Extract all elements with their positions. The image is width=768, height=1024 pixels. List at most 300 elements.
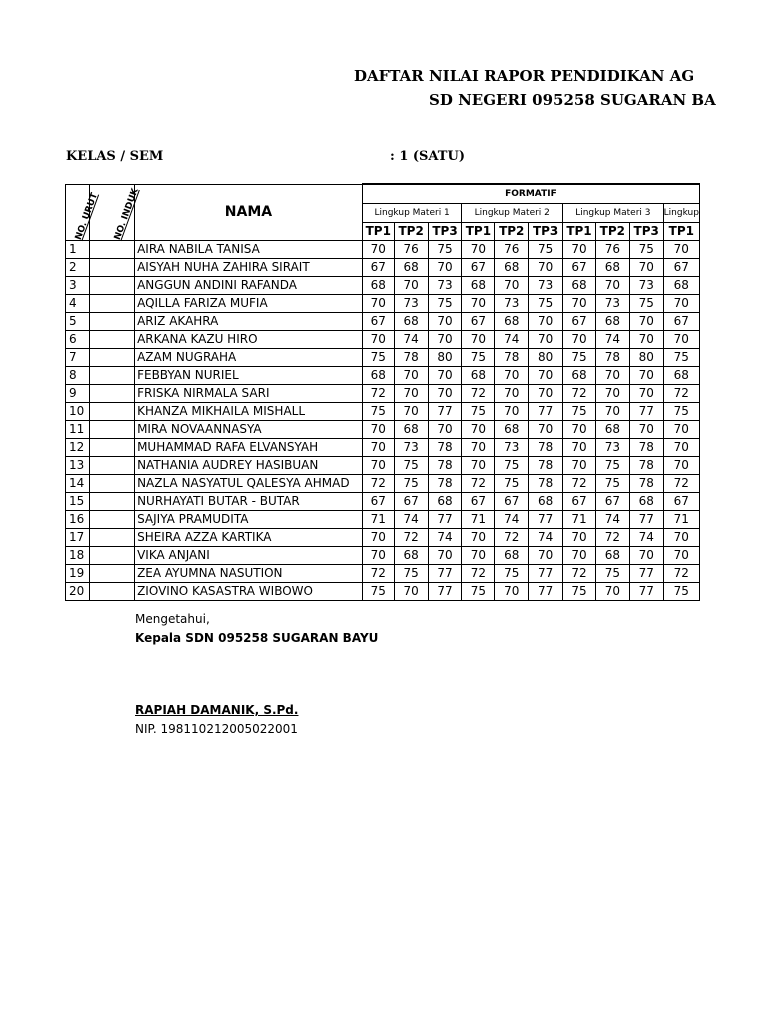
score-cell: 68	[495, 421, 529, 439]
score-cell: 75	[362, 349, 394, 367]
no-induk-cell	[89, 439, 134, 457]
score-cell: 75	[529, 295, 563, 313]
student-name: NURHAYATI BUTAR - BUTAR	[135, 493, 363, 511]
score-cell: 72	[362, 475, 394, 493]
score-cell: 68	[462, 367, 495, 385]
score-cell: 68	[362, 277, 394, 295]
score-cell: 78	[428, 475, 462, 493]
score-cell: 67	[362, 259, 394, 277]
score-cell: 70	[462, 241, 495, 259]
score-cell: 75	[595, 457, 629, 475]
score-cell: 68	[595, 259, 629, 277]
table-row	[66, 421, 700, 439]
row-number: 9	[66, 385, 90, 403]
student-name: FEBBYAN NURIEL	[135, 367, 363, 385]
score-cell: 74	[629, 529, 663, 547]
score-cell: 74	[394, 511, 428, 529]
no-urut-header	[66, 184, 101, 241]
score-cell: 68	[495, 259, 529, 277]
score-cell: 75	[428, 295, 462, 313]
score-cell: 75	[495, 457, 529, 475]
score-cell: 70	[663, 241, 699, 259]
score-cell: 68	[595, 313, 629, 331]
score-cell: 68	[394, 259, 428, 277]
kepala-sekolah-name: RAPIAH DAMANIK, S.Pd.	[135, 703, 299, 717]
table-row	[66, 511, 700, 529]
score-cell: 68	[563, 277, 596, 295]
score-cell: 70	[595, 277, 629, 295]
score-cell: 70	[663, 421, 699, 439]
no-induk-cell	[89, 295, 134, 313]
score-cell: 72	[563, 475, 596, 493]
student-name: AIRA NABILA TANISA	[135, 241, 363, 259]
no-induk-cell	[89, 331, 134, 349]
score-cell: 70	[563, 241, 596, 259]
kepala-sekolah-title: Kepala SDN 095258 SUGARAN BAYU	[135, 631, 379, 645]
row-number: 19	[66, 565, 90, 583]
student-name: FRISKA NIRMALA SARI	[135, 385, 363, 403]
score-cell: 75	[462, 583, 495, 601]
score-cell: 68	[595, 421, 629, 439]
table-row	[66, 529, 700, 547]
lingkup-materi-header: Lingkup Materi 3	[563, 204, 664, 223]
score-cell: 71	[663, 511, 699, 529]
score-cell: 75	[462, 403, 495, 421]
score-cell: 70	[362, 439, 394, 457]
score-cell: 74	[428, 529, 462, 547]
no-induk-cell	[89, 259, 134, 277]
lingkup-materi-header: Lingkup Materi 1	[362, 204, 462, 223]
score-cell: 70	[394, 403, 428, 421]
score-cell: 77	[428, 565, 462, 583]
score-cell: 74	[495, 331, 529, 349]
score-cell: 70	[362, 529, 394, 547]
score-cell: 75	[428, 241, 462, 259]
score-cell: 77	[629, 583, 663, 601]
no-induk-cell	[89, 349, 134, 367]
table-row	[66, 277, 700, 295]
score-cell: 78	[629, 457, 663, 475]
score-cell: 70	[563, 295, 596, 313]
score-cell: 78	[428, 457, 462, 475]
score-cell: 70	[428, 421, 462, 439]
score-cell: 73	[428, 277, 462, 295]
score-cell: 67	[563, 493, 596, 511]
score-cell: 68	[462, 277, 495, 295]
table-row	[66, 457, 700, 475]
score-cell: 75	[563, 349, 596, 367]
score-cell: 75	[362, 583, 394, 601]
no-induk-cell	[89, 583, 134, 601]
tp-header: TP1	[362, 223, 394, 241]
score-cell: 67	[563, 313, 596, 331]
kelas-label: KELAS / SEM	[66, 149, 164, 164]
row-number: 16	[66, 511, 90, 529]
score-cell: 70	[529, 331, 563, 349]
score-cell: 70	[362, 457, 394, 475]
score-cell: 72	[462, 565, 495, 583]
tp-header: TP2	[394, 223, 428, 241]
row-number: 10	[66, 403, 90, 421]
score-cell: 67	[462, 313, 495, 331]
row-number: 8	[66, 367, 90, 385]
score-cell: 75	[595, 565, 629, 583]
score-cell: 72	[362, 385, 394, 403]
tp-header: TP1	[563, 223, 596, 241]
score-cell: 70	[629, 331, 663, 349]
score-cell: 75	[462, 349, 495, 367]
kelas-value: : 1 (SATU)	[390, 149, 465, 164]
score-cell: 70	[563, 421, 596, 439]
score-cell: 75	[394, 565, 428, 583]
score-cell: 67	[495, 493, 529, 511]
score-cell: 70	[394, 277, 428, 295]
table-row	[66, 493, 700, 511]
score-cell: 71	[462, 511, 495, 529]
score-cell: 70	[629, 421, 663, 439]
student-name: ARIZ AKAHRA	[135, 313, 363, 331]
score-cell: 72	[563, 385, 596, 403]
score-cell: 74	[595, 331, 629, 349]
score-cell: 73	[529, 277, 563, 295]
score-cell: 71	[563, 511, 596, 529]
no-induk-label: NO. INDUK	[112, 186, 141, 241]
row-number: 12	[66, 439, 90, 457]
score-cell: 70	[495, 385, 529, 403]
score-cell: 70	[428, 367, 462, 385]
score-cell: 70	[394, 367, 428, 385]
table-row	[66, 403, 700, 421]
score-cell: 68	[394, 547, 428, 565]
mengetahui-text: Mengetahui,	[135, 612, 210, 626]
student-name: SAJIYA PRAMUDITA	[135, 511, 363, 529]
score-cell: 67	[663, 493, 699, 511]
no-induk-cell	[89, 529, 134, 547]
score-cell: 72	[663, 565, 699, 583]
student-name: AZAM NUGRAHA	[135, 349, 363, 367]
score-cell: 78	[629, 475, 663, 493]
score-cell: 77	[428, 583, 462, 601]
score-cell: 74	[595, 511, 629, 529]
score-cell: 70	[362, 295, 394, 313]
grades-table	[65, 183, 700, 601]
score-cell: 70	[529, 547, 563, 565]
score-cell: 70	[394, 583, 428, 601]
score-cell: 70	[595, 403, 629, 421]
score-cell: 76	[394, 241, 428, 259]
tp-header: TP3	[428, 223, 462, 241]
score-cell: 72	[663, 385, 699, 403]
tp-header: TP1	[462, 223, 495, 241]
score-cell: 77	[529, 511, 563, 529]
score-cell: 75	[495, 475, 529, 493]
score-cell: 68	[529, 493, 563, 511]
table-row	[66, 349, 700, 367]
score-cell: 70	[495, 403, 529, 421]
score-cell: 75	[663, 583, 699, 601]
row-number: 15	[66, 493, 90, 511]
school-name: SD NEGERI 095258 SUGARAN BA	[429, 91, 716, 109]
tp-header: TP2	[495, 223, 529, 241]
no-induk-cell	[89, 565, 134, 583]
table-row	[66, 367, 700, 385]
score-cell: 70	[563, 457, 596, 475]
score-cell: 77	[529, 403, 563, 421]
score-cell: 80	[428, 349, 462, 367]
score-cell: 76	[595, 241, 629, 259]
score-cell: 67	[462, 493, 495, 511]
score-cell: 70	[462, 331, 495, 349]
student-name: ARKANA KAZU HIRO	[135, 331, 363, 349]
score-cell: 72	[495, 529, 529, 547]
score-cell: 70	[495, 583, 529, 601]
score-cell: 78	[495, 349, 529, 367]
row-number: 18	[66, 547, 90, 565]
row-number: 4	[66, 295, 90, 313]
score-cell: 72	[462, 385, 495, 403]
score-cell: 70	[663, 457, 699, 475]
table-row	[66, 241, 700, 259]
score-cell: 70	[462, 547, 495, 565]
no-induk-header	[89, 184, 141, 241]
score-cell: 75	[629, 241, 663, 259]
student-name: AQILLA FARIZA MUFIA	[135, 295, 363, 313]
score-cell: 70	[529, 259, 563, 277]
no-induk-cell	[89, 241, 134, 259]
score-cell: 75	[394, 475, 428, 493]
score-cell: 70	[428, 331, 462, 349]
student-name: VIKA ANJANI	[135, 547, 363, 565]
score-cell: 70	[629, 367, 663, 385]
row-number: 14	[66, 475, 90, 493]
score-cell: 68	[362, 367, 394, 385]
tp-header: TP1	[663, 223, 699, 241]
score-cell: 75	[394, 457, 428, 475]
score-cell: 80	[629, 349, 663, 367]
score-cell: 78	[529, 439, 563, 457]
score-cell: 75	[629, 295, 663, 313]
score-cell: 72	[663, 475, 699, 493]
score-cell: 67	[362, 493, 394, 511]
tp-header: TP3	[629, 223, 663, 241]
row-number: 2	[66, 259, 90, 277]
score-cell: 70	[462, 439, 495, 457]
table-row	[66, 313, 700, 331]
score-cell: 73	[394, 295, 428, 313]
table-row	[66, 475, 700, 493]
no-induk-cell	[89, 457, 134, 475]
score-cell: 70	[362, 241, 394, 259]
table-row	[66, 547, 700, 565]
score-cell: 77	[529, 565, 563, 583]
score-cell: 70	[362, 421, 394, 439]
student-name: NAZLA NASYATUL QALESYA AHMAD	[135, 475, 363, 493]
score-cell: 75	[663, 349, 699, 367]
score-cell: 78	[428, 439, 462, 457]
no-induk-cell	[89, 421, 134, 439]
score-cell: 78	[529, 475, 563, 493]
score-cell: 67	[663, 259, 699, 277]
score-cell: 70	[529, 421, 563, 439]
score-cell: 67	[595, 493, 629, 511]
score-cell: 70	[495, 277, 529, 295]
score-cell: 70	[529, 313, 563, 331]
score-cell: 77	[428, 403, 462, 421]
student-name: ANGGUN ANDINI RAFANDA	[135, 277, 363, 295]
score-cell: 73	[394, 439, 428, 457]
score-cell: 78	[394, 349, 428, 367]
score-cell: 77	[629, 403, 663, 421]
student-name: NATHANIA AUDREY HASIBUAN	[135, 457, 363, 475]
score-cell: 70	[595, 367, 629, 385]
score-cell: 73	[495, 439, 529, 457]
score-cell: 74	[394, 331, 428, 349]
table-row	[66, 439, 700, 457]
score-cell: 70	[663, 295, 699, 313]
score-cell: 78	[529, 457, 563, 475]
score-cell: 70	[462, 295, 495, 313]
score-cell: 70	[595, 385, 629, 403]
score-cell: 72	[595, 529, 629, 547]
score-cell: 68	[663, 277, 699, 295]
score-cell: 68	[394, 421, 428, 439]
no-induk-cell	[89, 277, 134, 295]
no-induk-cell	[89, 547, 134, 565]
score-cell: 78	[595, 349, 629, 367]
score-cell: 75	[663, 403, 699, 421]
score-cell: 73	[495, 295, 529, 313]
student-name: SHEIRA AZZA KARTIKA	[135, 529, 363, 547]
document-title: DAFTAR NILAI RAPOR PENDIDIKAN AG	[354, 67, 695, 85]
no-induk-cell	[89, 493, 134, 511]
score-cell: 70	[595, 583, 629, 601]
score-cell: 75	[563, 583, 596, 601]
score-cell: 70	[362, 547, 394, 565]
student-name: ZEA AYUMNA NASUTION	[135, 565, 363, 583]
score-cell: 70	[529, 367, 563, 385]
score-cell: 70	[663, 547, 699, 565]
score-cell: 75	[595, 475, 629, 493]
student-name: MUHAMMAD RAFA ELVANSYAH	[135, 439, 363, 457]
kepala-sekolah-nip: NIP. 198110212005022001	[135, 722, 298, 736]
score-cell: 70	[663, 331, 699, 349]
score-cell: 70	[563, 547, 596, 565]
score-cell: 73	[629, 277, 663, 295]
tp-header: TP2	[595, 223, 629, 241]
score-cell: 70	[663, 529, 699, 547]
score-cell: 70	[629, 547, 663, 565]
no-induk-cell	[89, 475, 134, 493]
student-name: MIRA NOVAANNASYA	[135, 421, 363, 439]
score-cell: 68	[495, 313, 529, 331]
student-name: KHANZA MIKHAILA MISHALL	[135, 403, 363, 421]
table-row	[66, 385, 700, 403]
score-cell: 75	[362, 403, 394, 421]
score-cell: 70	[563, 529, 596, 547]
score-cell: 70	[362, 331, 394, 349]
score-cell: 68	[629, 493, 663, 511]
row-number: 3	[66, 277, 90, 295]
score-cell: 67	[462, 259, 495, 277]
score-cell: 73	[595, 295, 629, 313]
score-cell: 72	[563, 565, 596, 583]
score-cell: 67	[394, 493, 428, 511]
no-induk-cell	[89, 313, 134, 331]
score-cell: 70	[428, 313, 462, 331]
formatif-header: FORMATIF	[362, 184, 699, 204]
score-cell: 68	[595, 547, 629, 565]
no-induk-cell	[89, 403, 134, 421]
score-cell: 77	[529, 583, 563, 601]
tp-header: TP3	[529, 223, 563, 241]
nama-header: NAMA	[135, 184, 363, 241]
table-row	[66, 583, 700, 601]
score-cell: 68	[663, 367, 699, 385]
score-cell: 68	[428, 493, 462, 511]
score-cell: 75	[495, 565, 529, 583]
score-cell: 73	[595, 439, 629, 457]
score-cell: 70	[428, 259, 462, 277]
row-number: 6	[66, 331, 90, 349]
score-cell: 68	[495, 547, 529, 565]
score-cell: 77	[629, 565, 663, 583]
row-number: 1	[66, 241, 90, 259]
score-cell: 76	[495, 241, 529, 259]
score-cell: 74	[529, 529, 563, 547]
score-cell: 67	[563, 259, 596, 277]
score-cell: 77	[428, 511, 462, 529]
score-cell: 67	[663, 313, 699, 331]
score-cell: 70	[462, 529, 495, 547]
lingkup-materi-header: Lingkup Materi 2	[462, 204, 563, 223]
table-row	[66, 565, 700, 583]
score-cell: 70	[629, 313, 663, 331]
row-number: 7	[66, 349, 90, 367]
score-cell: 72	[394, 529, 428, 547]
no-induk-cell	[89, 385, 134, 403]
score-cell: 70	[529, 385, 563, 403]
score-cell: 72	[362, 565, 394, 583]
score-cell: 67	[362, 313, 394, 331]
no-induk-cell	[89, 367, 134, 385]
table-row	[66, 259, 700, 277]
score-cell: 70	[394, 385, 428, 403]
score-cell: 70	[428, 547, 462, 565]
score-cell: 68	[394, 313, 428, 331]
lingkup-materi-header: Lingkup	[663, 204, 699, 223]
score-cell: 70	[462, 457, 495, 475]
row-number: 17	[66, 529, 90, 547]
score-cell: 70	[663, 439, 699, 457]
score-cell: 75	[529, 241, 563, 259]
score-cell: 77	[629, 511, 663, 529]
row-number: 11	[66, 421, 90, 439]
student-name: ZIOVINO KASASTRA WIBOWO	[135, 583, 363, 601]
no-urut-label: NO. URUT	[73, 191, 101, 241]
score-cell: 72	[462, 475, 495, 493]
score-cell: 70	[428, 385, 462, 403]
score-cell: 78	[629, 439, 663, 457]
student-name: AISYAH NUHA ZAHIRA SIRAIT	[135, 259, 363, 277]
row-number: 13	[66, 457, 90, 475]
score-cell: 75	[563, 403, 596, 421]
score-cell: 70	[495, 367, 529, 385]
score-cell: 70	[462, 421, 495, 439]
score-cell: 70	[563, 439, 596, 457]
score-cell: 70	[629, 259, 663, 277]
table-row	[66, 295, 700, 313]
no-induk-cell	[89, 511, 134, 529]
